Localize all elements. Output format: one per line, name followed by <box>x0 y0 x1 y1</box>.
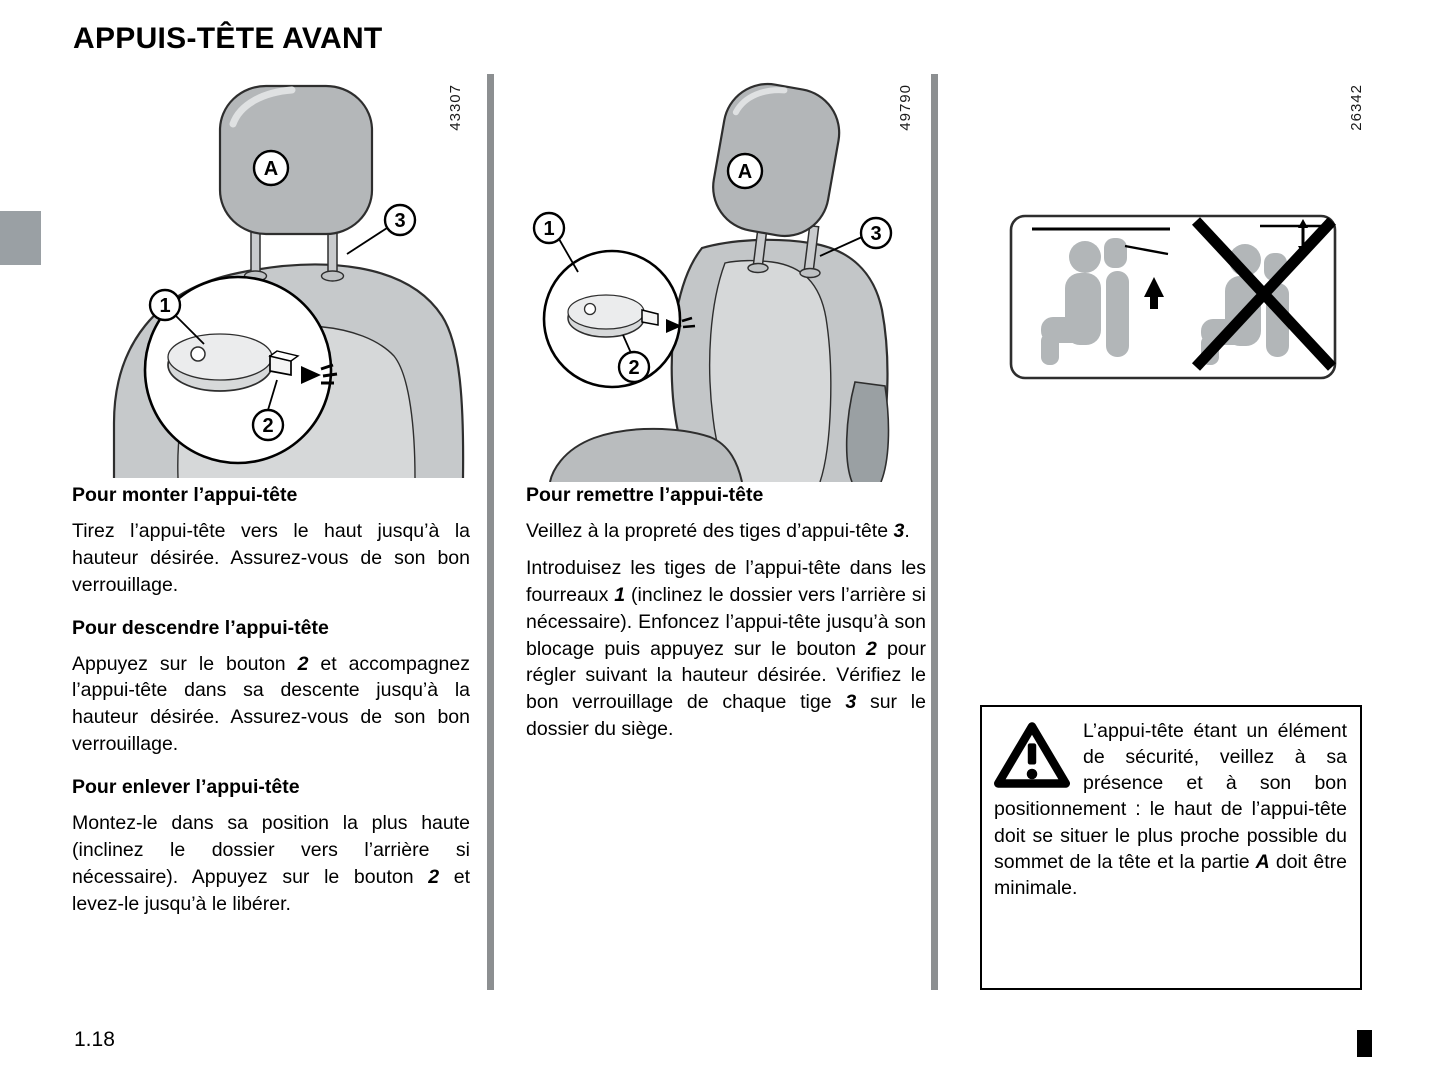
page-number: 1.18 <box>74 1028 115 1051</box>
section-heading-remove: Pour enlever l’appui-tête <box>72 776 300 799</box>
svg-text:3: 3 <box>870 223 882 245</box>
svg-text:1: 1 <box>159 295 171 317</box>
page-title: APPUIS-TÊTE AVANT <box>73 22 383 55</box>
figure-ref-side: 49790 <box>897 84 914 131</box>
middle-text-column <box>526 482 926 753</box>
figure-ref-front: 43307 <box>447 84 464 131</box>
section-heading-raise: Pour monter l’appui-tête <box>72 484 298 506</box>
corner-mark <box>1357 1030 1372 1057</box>
section-body-lower: Appuyez sur le bouton 2 et accompagnez l’appui-tête dans sa descente jusqu’à la hauteur désirée. Assurez-vous de son bon verrouillage. <box>72 652 470 756</box>
section-body-refit-2: Introduisez les tiges de l’appui-tête dans les fourreaux 1 (inclinez le dossier vers l’arrière si nécessaire). Enfoncez l’appui-tête jusqu’à son blocage puis appuyez sur le bouton 2 pour régler suivant la hauteur désirée. Vérifiez le bon verrouillage de chaque tige 3 sur le dossier du siège. <box>526 556 926 741</box>
callout-1 <box>534 213 564 243</box>
section-edge-tab <box>0 211 41 265</box>
callout-2 <box>253 410 283 440</box>
svg-text:A: A <box>263 158 279 180</box>
callout-3 <box>861 218 891 248</box>
svg-text:1: 1 <box>543 218 555 240</box>
section-body-raise: Tirez l’appui-tête vers le haut jusqu’à la hauteur désirée. Assurez-vous de son bon verrouillage. <box>72 519 470 596</box>
front-seat-illustration <box>70 78 470 478</box>
section-body-remove: Montez-le dans sa position la plus haute (inclinez le dossier vers l’arrière si nécessaire). Appuyez sur le bouton 2 et levez-le jusqu’à le libérer. <box>72 812 470 915</box>
callout-3 <box>385 205 415 235</box>
figure-ref-position: 26342 <box>1348 84 1365 131</box>
svg-text:3: 3 <box>394 210 406 232</box>
callout-1 <box>150 290 180 320</box>
headrest-shape <box>706 77 846 243</box>
part-label-a <box>728 154 762 188</box>
callout-2 <box>619 352 649 382</box>
svg-text:2: 2 <box>628 357 640 379</box>
section-heading-refit: Pour remettre l’appui-tête <box>526 484 764 506</box>
safety-warning-box <box>980 705 1362 990</box>
svg-text:A: A <box>737 161 753 183</box>
column-divider-left <box>487 74 494 990</box>
headrest-position-diagram <box>1008 213 1338 381</box>
left-text-column <box>72 482 470 928</box>
section-body-refit-1: Veillez à la propreté des tiges d’appui-tête 3. <box>526 519 910 542</box>
side-seat-illustration <box>520 76 940 482</box>
section-heading-lower: Pour descendre l’appui-tête <box>72 616 329 639</box>
warning-text: L’appui-tête étant un élément de sécurité, veillez à sa présence et à son bon positionnement : le haut de l’appui-tête doit se situer le plus proche possible du sommet de la tête et la partie A doit être minimale. <box>994 720 1347 899</box>
part-label-a <box>254 151 288 185</box>
svg-text:2: 2 <box>262 415 274 437</box>
warning-triangle-icon <box>994 721 1070 789</box>
headrest-shape <box>220 86 372 234</box>
